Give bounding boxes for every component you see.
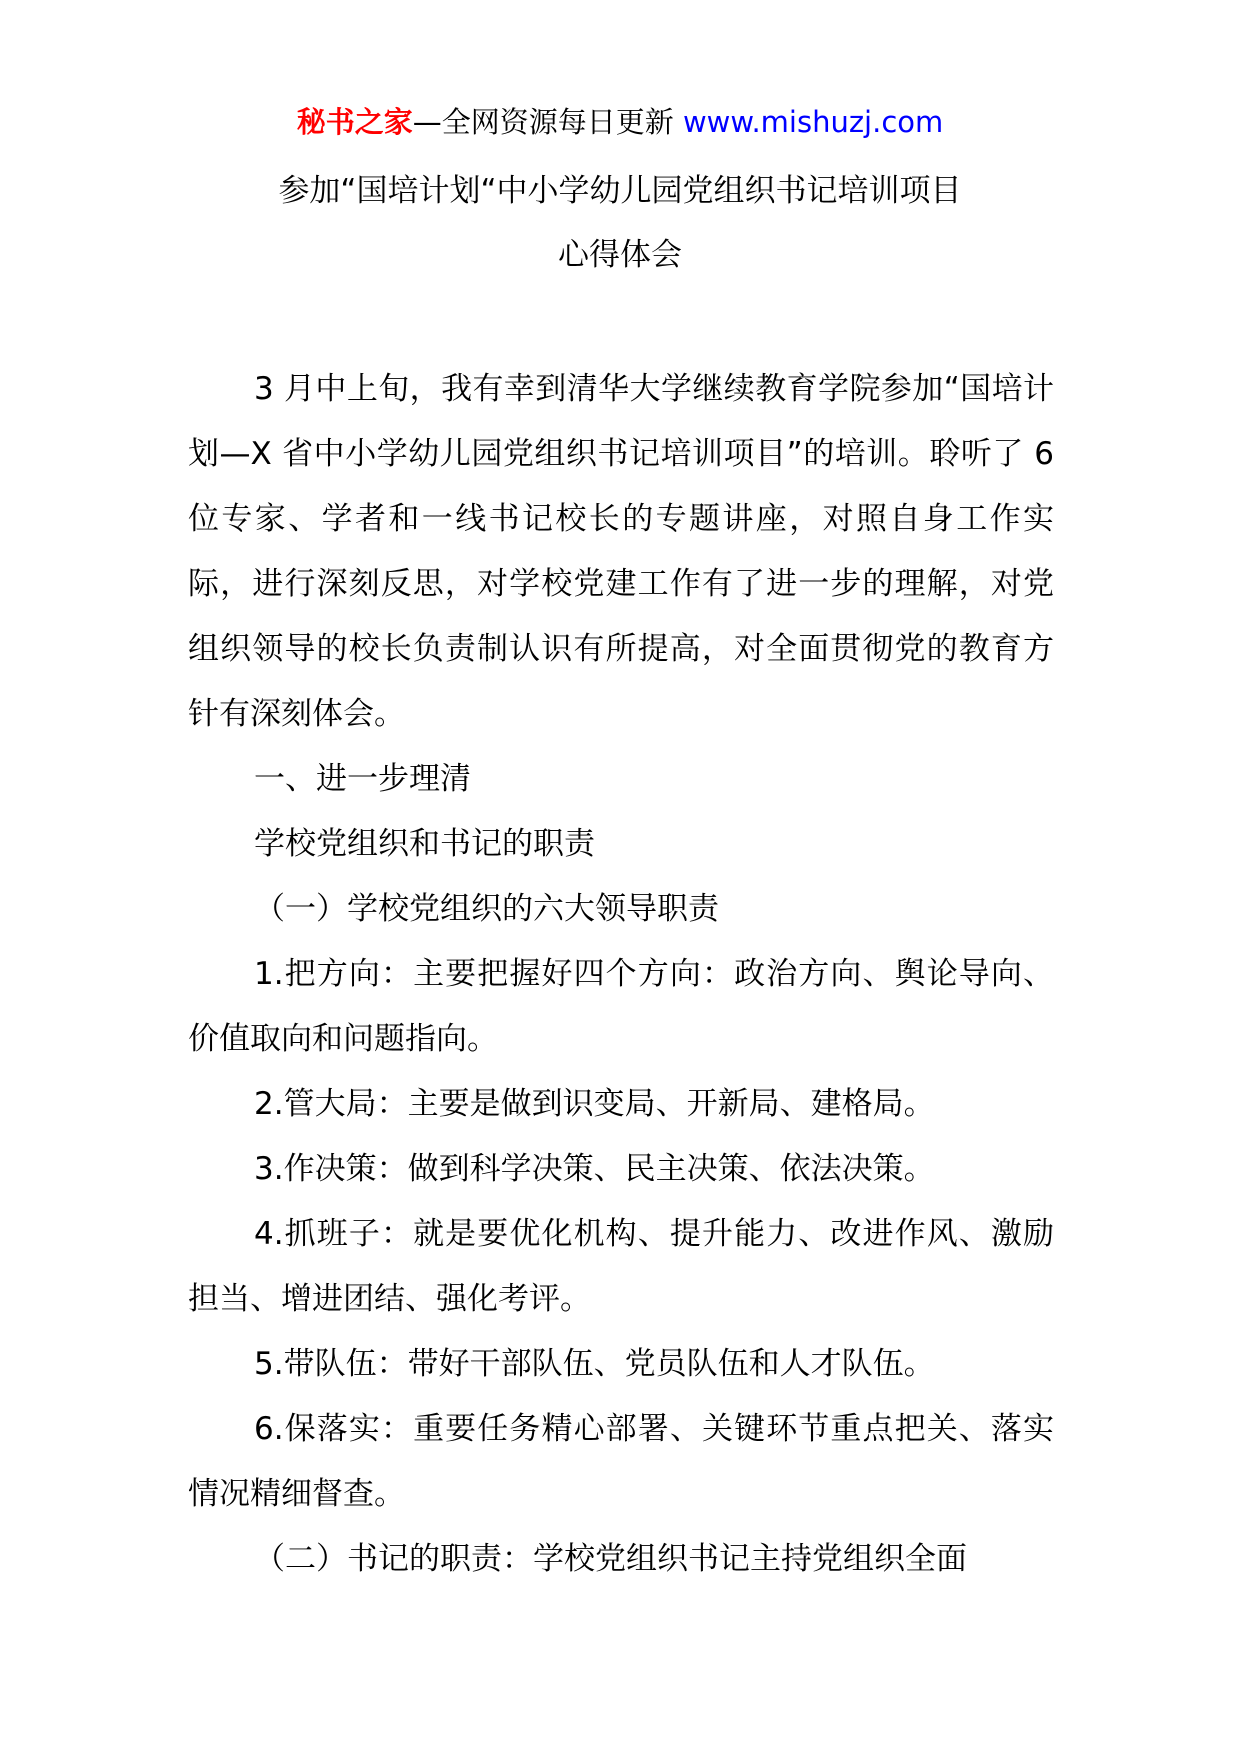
subsection-heading-1: （一）学校党组织的六大领导职责 bbox=[254, 891, 719, 927]
section-subheading: 学校党组织和书记的职责 bbox=[254, 826, 595, 862]
subsection-heading-2: （二）书记的职责：学校党组织书记主持党组织全面 bbox=[254, 1541, 967, 1577]
header-tagline: —全网资源每日更新 bbox=[412, 105, 683, 139]
paragraph-intro: 3 月中上旬，我有幸到清华大学继续教育学院参加“国培计划—X 省中小学幼儿园党组织书记培训项目”的培训。聆听了 6 位专家、学者和一线书记校长的专题讲座，对照自身工作实际，进行深刻反思，对学校党建工作有了进一步的理解，对党组织领导的校长负责制认识有所提高，对全面贯彻党的教育方针有深刻体会。 bbox=[188, 371, 1054, 732]
list-item-5: 5.带队伍：带好干部队伍、党员队伍和人才队伍。 bbox=[254, 1346, 935, 1382]
list-item-2: 2.管大局：主要是做到识变局、开新局、建格局。 bbox=[254, 1086, 935, 1122]
list-item-3: 3.作决策：做到科学决策、民主决策、依法决策。 bbox=[254, 1151, 935, 1187]
list-item-6: 6.保落实：重要任务精心部署、关键环节重点把关、落实情况精细督查。 bbox=[188, 1411, 1054, 1512]
list-item-1: 1.把方向：主要把握好四个方向：政治方向、舆论导向、价值取向和问题指向。 bbox=[188, 956, 1054, 1057]
brand-name: 秘书之家 bbox=[296, 105, 413, 139]
site-url-link[interactable]: www.mishuzj.com bbox=[682, 105, 944, 139]
document-body bbox=[188, 357, 1054, 1592]
document-title-line-2: 心得体会 bbox=[558, 237, 682, 273]
section-heading-1: 一、进一步理清 bbox=[254, 761, 471, 797]
document-title-line-1: 参加“国培计划“中小学幼儿园党组织书记培训项目 bbox=[278, 173, 962, 209]
site-header bbox=[0, 100, 1240, 144]
list-item-4: 4.抓班子：就是要优化机构、提升能力、改进作风、激励担当、增进团结、强化考评。 bbox=[188, 1216, 1054, 1317]
